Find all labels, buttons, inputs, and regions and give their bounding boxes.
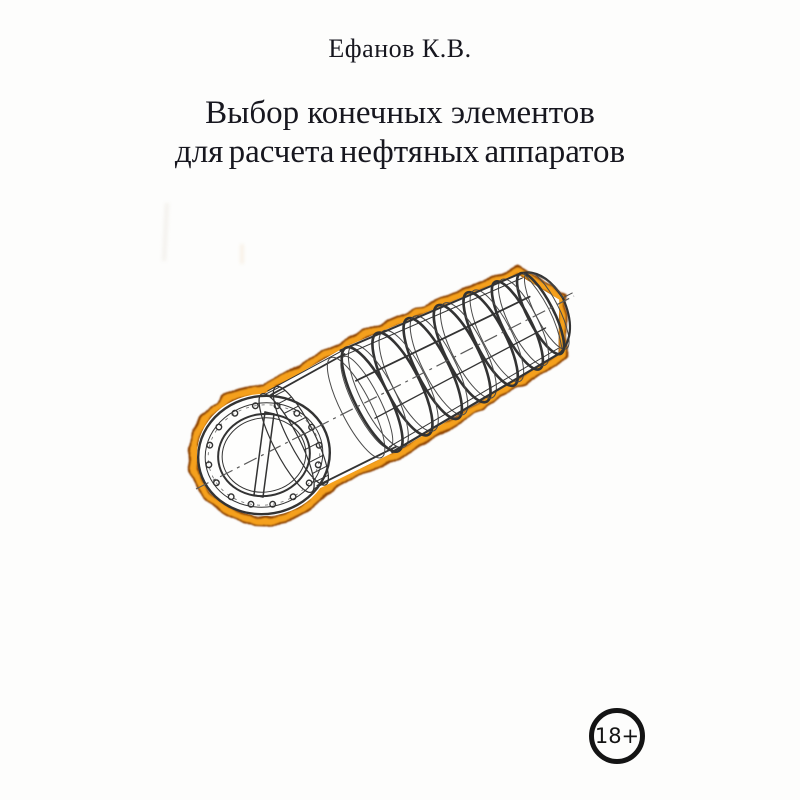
- age-rating-label: 18+: [594, 724, 640, 748]
- vessel-white-fill: [197, 251, 587, 516]
- title-line-2: для расчета нефтяных аппаратов: [174, 134, 626, 170]
- age-rating-badge: [589, 708, 645, 764]
- author-name: Ефанов К.В.: [328, 34, 472, 63]
- title-line-1: Выбор конечных элементов: [205, 95, 595, 131]
